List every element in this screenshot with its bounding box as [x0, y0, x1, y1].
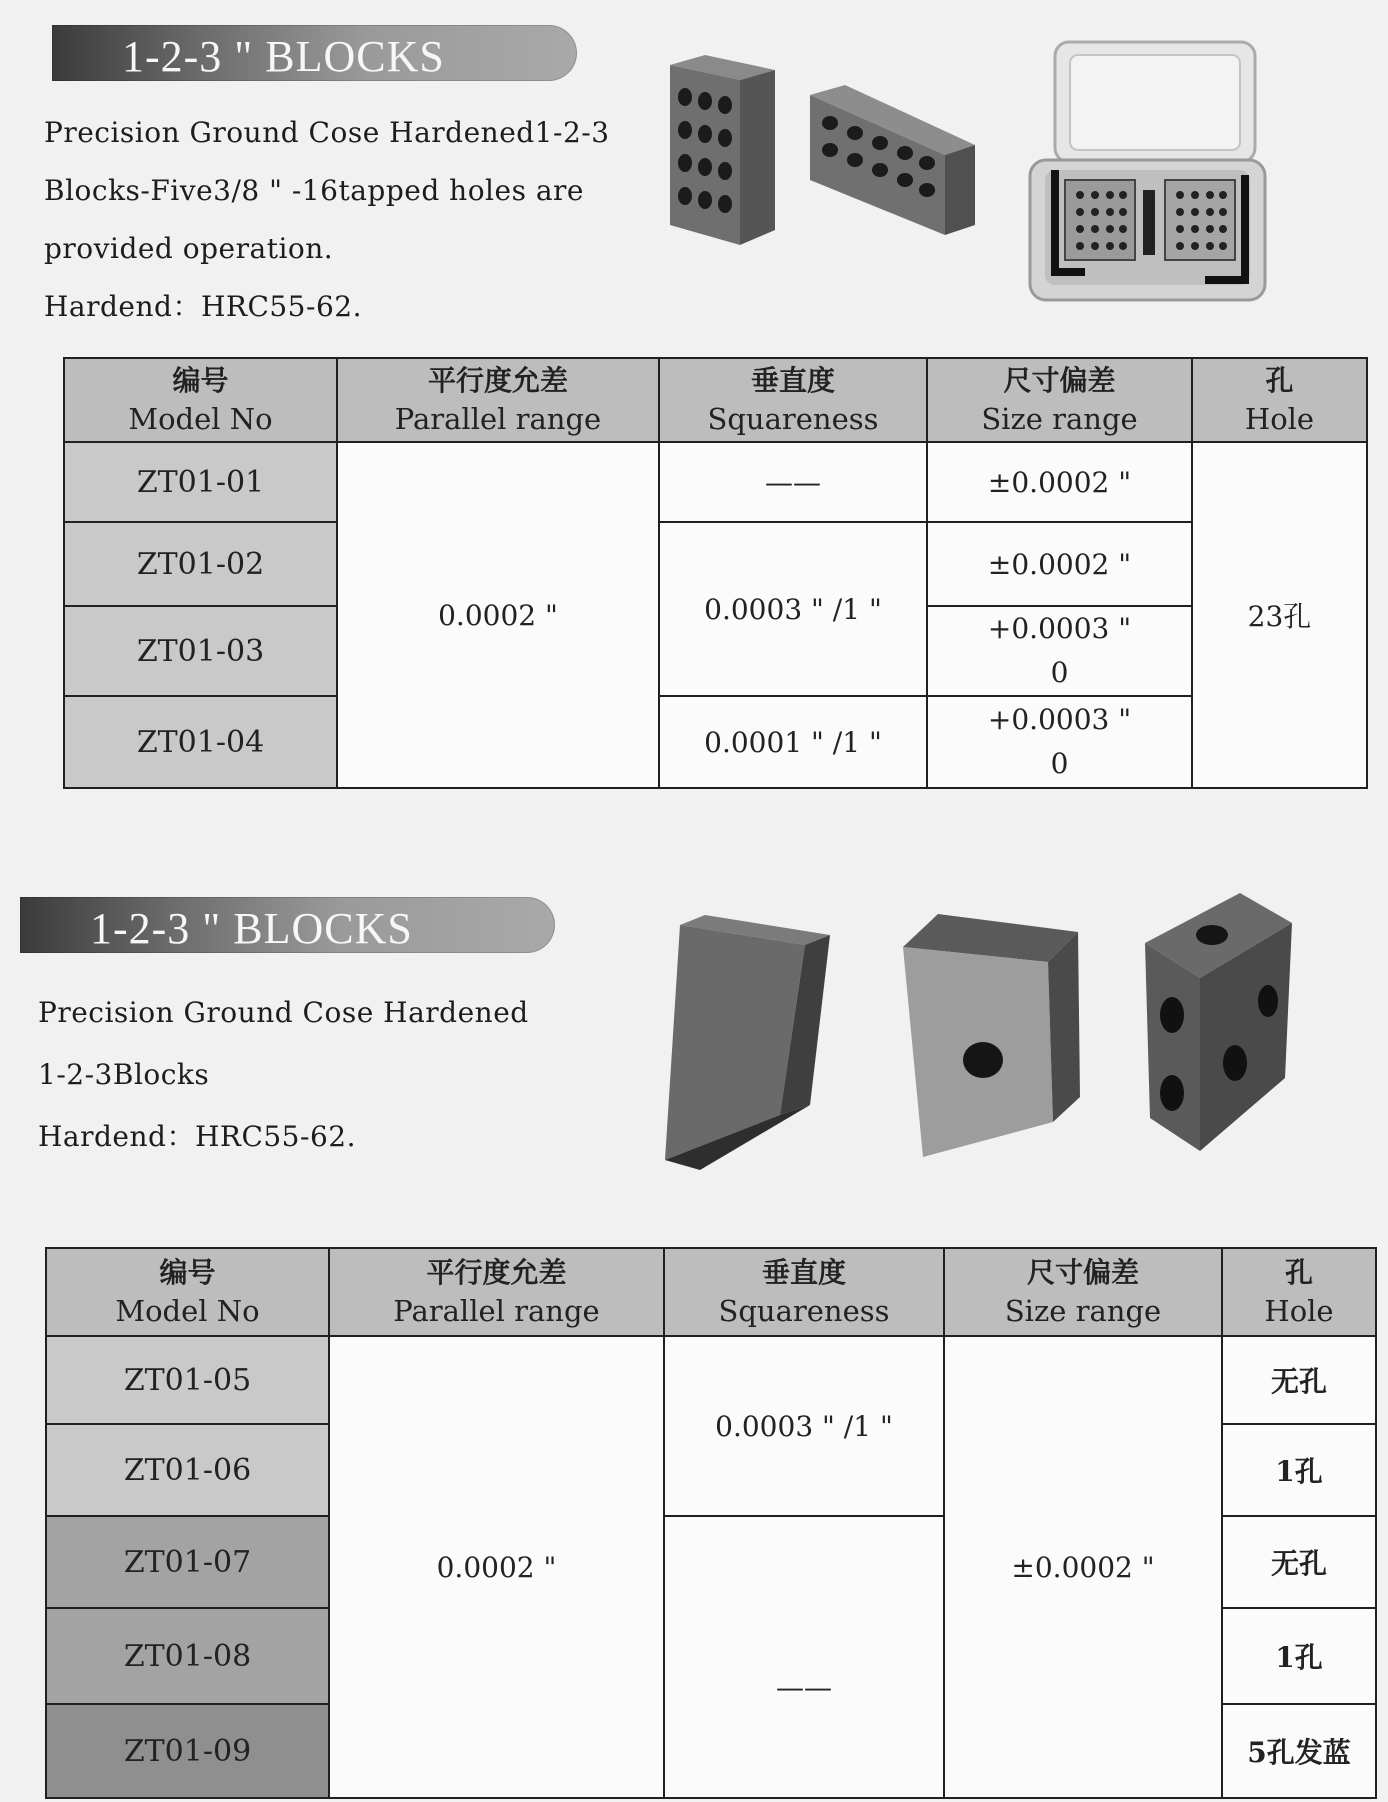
header-squareness-en: Squareness	[718, 1294, 890, 1328]
squareness-cell: ——	[664, 1516, 944, 1798]
header-size	[927, 358, 1192, 442]
hole-cell: 5孔发蓝	[1222, 1704, 1376, 1798]
hole-cell: 无孔	[1222, 1336, 1376, 1424]
section2-description	[38, 982, 529, 1168]
header-parallel	[337, 358, 659, 442]
size-lower: 0	[1050, 747, 1069, 780]
model-cell: ZT01-09	[46, 1704, 329, 1798]
model-cell: ZT01-05	[46, 1336, 329, 1424]
header-hole-en: Hole	[1244, 402, 1315, 436]
header-model-zh: 编号	[159, 1256, 216, 1289]
plain-block-photo	[660, 915, 835, 1170]
section2-title-bar	[20, 897, 555, 953]
header-model	[46, 1248, 329, 1336]
model-cell: ZT01-06	[46, 1424, 329, 1516]
spec-table-2	[45, 1247, 1377, 1799]
header-squareness	[664, 1248, 944, 1336]
model-cell: ZT01-08	[46, 1608, 329, 1704]
single-hole-block-photo	[898, 912, 1083, 1157]
hole-cell: 无孔	[1222, 1516, 1376, 1608]
header-squareness-en: Squareness	[707, 402, 879, 436]
desc-line: 1-2-3Blocks	[38, 1058, 210, 1091]
parallel-cell: 0.0002 "	[337, 442, 659, 788]
squareness-cell: 0.0003 " /1 "	[664, 1336, 944, 1516]
hole-cell: 1孔	[1222, 1608, 1376, 1704]
section1-title: 1-2-3 " BLOCKS	[122, 32, 445, 81]
desc-line: Hardend：HRC55-62.	[44, 290, 362, 323]
header-size-zh: 尺寸偏差	[1026, 1256, 1139, 1289]
model-cell: ZT01-07	[46, 1516, 329, 1608]
header-size-en: Size range	[981, 402, 1138, 436]
size-cell: ±0.0002 "	[944, 1336, 1222, 1798]
size-upper: +0.0003 "	[987, 612, 1132, 645]
squareness-cell: 0.0003 " /1 "	[659, 522, 927, 696]
header-hole	[1222, 1248, 1376, 1336]
model-cell: ZT01-01	[64, 442, 337, 522]
desc-line: provided operation.	[44, 232, 334, 265]
header-parallel-en: Parallel range	[394, 402, 602, 436]
size-cell	[927, 696, 1192, 788]
blocks-case-photo	[1025, 40, 1270, 302]
desc-line: Precision Ground Cose Hardened	[38, 996, 529, 1029]
desc-line: Precision Ground Cose Hardened1-2-3	[44, 116, 610, 149]
header-squareness-zh: 垂直度	[750, 364, 835, 397]
model-cell: ZT01-02	[64, 522, 337, 606]
hole-cell: 23孔	[1192, 442, 1367, 788]
model-cell: ZT01-03	[64, 606, 337, 696]
header-size-en: Size range	[1004, 1294, 1162, 1328]
header-parallel-zh: 平行度允差	[427, 364, 568, 397]
section1-description	[44, 104, 610, 336]
size-upper: +0.0003 "	[987, 703, 1132, 736]
model-cell: ZT01-04	[64, 696, 337, 788]
header-hole-zh: 孔	[1265, 364, 1294, 397]
hole-cell: 1孔	[1222, 1424, 1376, 1516]
section1-title-bar	[52, 25, 577, 81]
header-parallel-en: Parallel range	[393, 1294, 600, 1328]
squareness-cell: 0.0001 " /1 "	[659, 696, 927, 788]
squareness-cell: ——	[659, 442, 927, 522]
multi-hole-block-photo	[1140, 893, 1295, 1151]
desc-line: Blocks-Five3/8 " -16tapped holes are	[44, 174, 584, 207]
header-hole-zh: 孔	[1284, 1256, 1313, 1289]
header-squareness	[659, 358, 927, 442]
desc-line: Hardend：HRC55-62.	[38, 1120, 356, 1153]
size-lower: 0	[1050, 656, 1069, 689]
header-hole	[1192, 358, 1367, 442]
header-model-en: Model No	[128, 402, 273, 436]
size-cell: ±0.0002 "	[927, 522, 1192, 606]
section2-title: 1-2-3 " BLOCKS	[90, 904, 413, 953]
parallel-cell: 0.0002 "	[329, 1336, 664, 1798]
header-model	[64, 358, 337, 442]
header-model-en: Model No	[115, 1294, 260, 1328]
header-parallel-zh: 平行度允差	[426, 1256, 567, 1289]
size-cell: ±0.0002 "	[927, 442, 1192, 522]
blocks-with-holes-photo	[665, 55, 985, 245]
size-cell	[927, 606, 1192, 696]
header-model-zh: 编号	[172, 364, 229, 397]
header-hole-en: Hole	[1264, 1294, 1334, 1328]
header-parallel	[329, 1248, 664, 1336]
header-size	[944, 1248, 1222, 1336]
spec-table-1	[63, 357, 1368, 789]
header-size-zh: 尺寸偏差	[1003, 364, 1116, 397]
header-squareness-zh: 垂直度	[761, 1256, 846, 1289]
